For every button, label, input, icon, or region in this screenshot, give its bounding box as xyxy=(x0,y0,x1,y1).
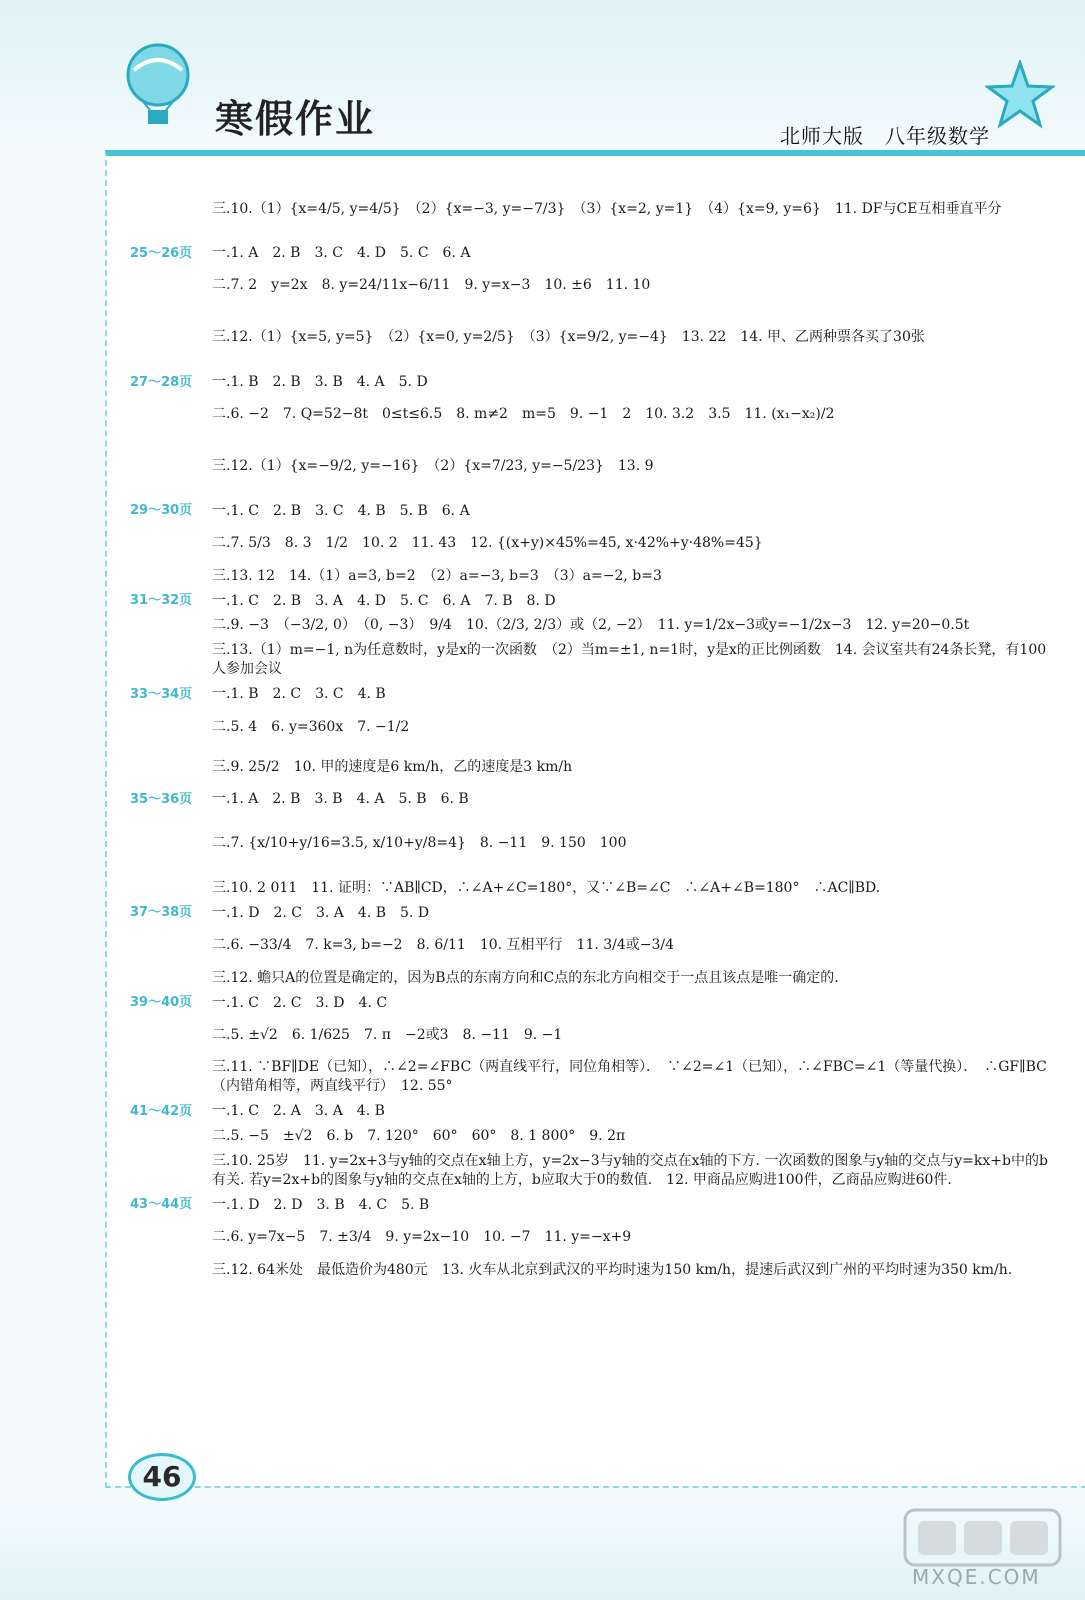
answer-text: 一.1. D 2. C 3. A 4. B 5. D xyxy=(212,904,430,921)
star-icon xyxy=(985,60,1055,130)
answer-text: 一.1. A 2. B 3. B 4. A 5. B 6. B xyxy=(212,791,469,808)
page-number-badge xyxy=(128,1453,196,1501)
page-range-label: 39～40页 xyxy=(130,995,193,1011)
answer-text: 一.1. D 2. D 3. B 4. C 5. B xyxy=(212,1196,430,1213)
answer-row xyxy=(130,438,1050,496)
answer-row xyxy=(130,1196,1050,1215)
answer-text: 二.5. −5 ±√2 6. b 7. 120° 60° 60° 8. 1 800° 9. 2π xyxy=(212,1128,626,1145)
page-range-label: 31～32页 xyxy=(130,593,193,609)
answer-text: 二.6. y=7x−5 7. ±3/4 9. y=2x−10 10. −7 11. y=−x+9 xyxy=(212,1229,632,1246)
answer-row xyxy=(130,244,1050,263)
answer-text: 二.7. 2 y=2x 8. y=24/11x−6/11 9. y=x−3 10. ±6 11. 10 xyxy=(212,277,651,294)
answer-text: 二.5. 4 6. y=360x 7. −1/2 xyxy=(212,718,410,735)
answer-row xyxy=(130,815,1050,873)
answer-row xyxy=(130,527,1050,561)
page-range-label: 35～36页 xyxy=(130,791,193,807)
answer-text: 二.6. −33/4 7. k=3, b=−2 8. 6/11 10. 互相平行 11. 3/4或−3/4 xyxy=(212,937,675,954)
answer-row xyxy=(130,929,1050,963)
answer-text: 三.9. 25/2 10. 甲的速度是6 km/h，乙的速度是3 km/h xyxy=(212,758,573,775)
page-range-label: 41～42页 xyxy=(130,1103,193,1119)
answer-row xyxy=(130,904,1050,923)
page-range-label: 27～28页 xyxy=(130,374,193,390)
answer-text: 三.10. 2 011 11. 证明：∵AB∥CD，∴∠A+∠C=180°，又∵∠B=∠C ∴∠A+∠B=180° ∴AC∥BD. xyxy=(212,879,881,896)
answer-row xyxy=(130,502,1050,521)
answer-row xyxy=(130,879,1050,898)
page-range-label: 33～34页 xyxy=(130,686,193,702)
answer-row xyxy=(130,1152,1050,1190)
answer-text: 三.12. 64米处 最低造价为480元 13. 火车从北京到武汉的平均时速为150 km/h，提速后武汉到广州的平均时速为350 km/h. xyxy=(212,1261,1013,1278)
answer-text: 三.11. ∵BF∥DE（已知），∴∠2=∠FBC（两直线平行，同位角相等）． ∵∠2=∠1（已知），∴∠FBC=∠1（等量代换）． ∴GF∥BC（内错角相等，两直线平行） 12. 55° xyxy=(212,1059,1047,1095)
answer-row xyxy=(130,180,1050,238)
answer-text: 一.1. B 2. B 3. B 4. A 5. D xyxy=(212,373,428,390)
answer-row xyxy=(130,790,1050,809)
answer-text: 三.13.（1）m=−1, n为任意数时，y是x的一次函数 （2）当m=±1, n=1时，y是x的正比例函数 14. 会议室共有24条长凳，有100人参加会议 xyxy=(212,642,1047,678)
answer-text: 一.1. A 2. B 3. C 4. D 5. C 6. A xyxy=(212,245,471,261)
answer-row xyxy=(130,592,1050,611)
page-range-label: 29～30页 xyxy=(130,503,193,519)
answer-row xyxy=(130,685,1050,704)
page-range-label: 37～38页 xyxy=(130,905,193,921)
answer-row xyxy=(130,641,1050,679)
watermark-text: MXQE.COM xyxy=(912,1565,1041,1589)
answer-row xyxy=(130,567,1050,586)
answer-list xyxy=(130,180,1050,1286)
answer-text: 二.7. 5/3 8. 3 1/2 10. 2 11. 43 12. {(x+y)×45%=45, x·42%+y·48%=45} xyxy=(212,535,763,552)
answer-text: 一.1. C 2. A 3. A 4. B xyxy=(212,1103,385,1120)
answer-text: 一.1. B 2. C 3. C 4. B xyxy=(212,686,386,703)
page-number: 46 xyxy=(142,1460,182,1493)
balloon-icon xyxy=(118,40,198,130)
answer-text: 三.13. 12 14.（1）a=3, b=2 （2）a=−3, b=3 （3）a=−2, b=3 xyxy=(212,567,662,584)
answer-text: 二.7. {x/10+y/16=3.5, x/10+y/8=4} 8. −11 9. 150 100 xyxy=(212,835,627,852)
answer-row xyxy=(130,1058,1050,1096)
answer-row xyxy=(130,969,1050,988)
answer-row xyxy=(130,710,1050,744)
answer-text: 二.6. −2 7. Q=52−8t 0≤t≤6.5 8. m≠2 m=5 9. −1 2 10. 3.2 3.5 11. (x₁−x₂)/2 xyxy=(212,406,835,423)
page-range-label: 43～44页 xyxy=(130,1197,193,1213)
answer-row xyxy=(130,1018,1050,1052)
page-range-label: 25～26页 xyxy=(130,245,193,261)
answer-text: 三.12. 蟾只A的位置是确定的，因为B点的东南方向和C点的东北方向相交于一点且该点是唯一确定的. xyxy=(212,969,839,986)
answer-row xyxy=(130,398,1050,432)
answer-row xyxy=(130,309,1050,367)
answer-row xyxy=(130,1102,1050,1121)
answer-text: 一.1. C 2. B 3. A 4. D 5. C 6. A 7. B 8. D xyxy=(212,592,556,609)
answer-row xyxy=(130,994,1050,1013)
answer-row xyxy=(130,373,1050,392)
answer-row xyxy=(130,1221,1050,1255)
answer-text: 二.5. ±√2 6. 1/625 7. π −2或3 8. −11 9. −1 xyxy=(212,1027,563,1044)
answer-text: 二.9. −3 （−3/2, 0） （0, −3） 9/4 10.（2/3, 2/3）或（2, −2） 11. y=1/2x−3或y=−1/2x−3 12. y=20−0.5t xyxy=(212,617,970,634)
answer-text: 三.10. 25岁 11. y=2x+3与y轴的交点在x轴上方，y=2x−3与y轴的交点在x轴的下方. 一次函数的图象与y轴的交点与y=kx+b中的b有关. 若y=2x+b的图象与y轴的交点在x轴的上方，b应取大于0的数值. 12. 甲商品应购进100件，乙商品应购进60件. xyxy=(212,1153,1048,1188)
answer-row xyxy=(130,269,1050,303)
answer-row xyxy=(130,1127,1050,1146)
answer-text: 三.10.（1）{x=4/5, y=4/5} （2）{x=−3, y=−7/3} （3）{x=2, y=1} （4）{x=9, y=6} 11. DF与CE互相垂直平分 xyxy=(212,200,1002,217)
answer-text: 一.1. C 2. B 3. C 4. B 5. B 6. A xyxy=(212,502,470,519)
answer-text: 三.12.（1）{x=5, y=5} （2）{x=0, y=2/5} （3）{x=9/2, y=−4} 13. 22 14. 甲、乙两种票各买了30张 xyxy=(212,329,925,346)
answer-row xyxy=(130,750,1050,784)
answer-text: 一.1. C 2. C 3. D 4. C xyxy=(212,994,388,1011)
answer-row xyxy=(130,1261,1050,1280)
edition-label: 北师大版 八年级数学 xyxy=(780,124,990,148)
answer-row xyxy=(130,616,1050,635)
book-title: 寒假作业 xyxy=(215,97,376,141)
answer-text: 三.12.（1）{x=−9/2, y=−16} （2）{x=7/23, y=−5/23} 13. 9 xyxy=(212,458,654,475)
